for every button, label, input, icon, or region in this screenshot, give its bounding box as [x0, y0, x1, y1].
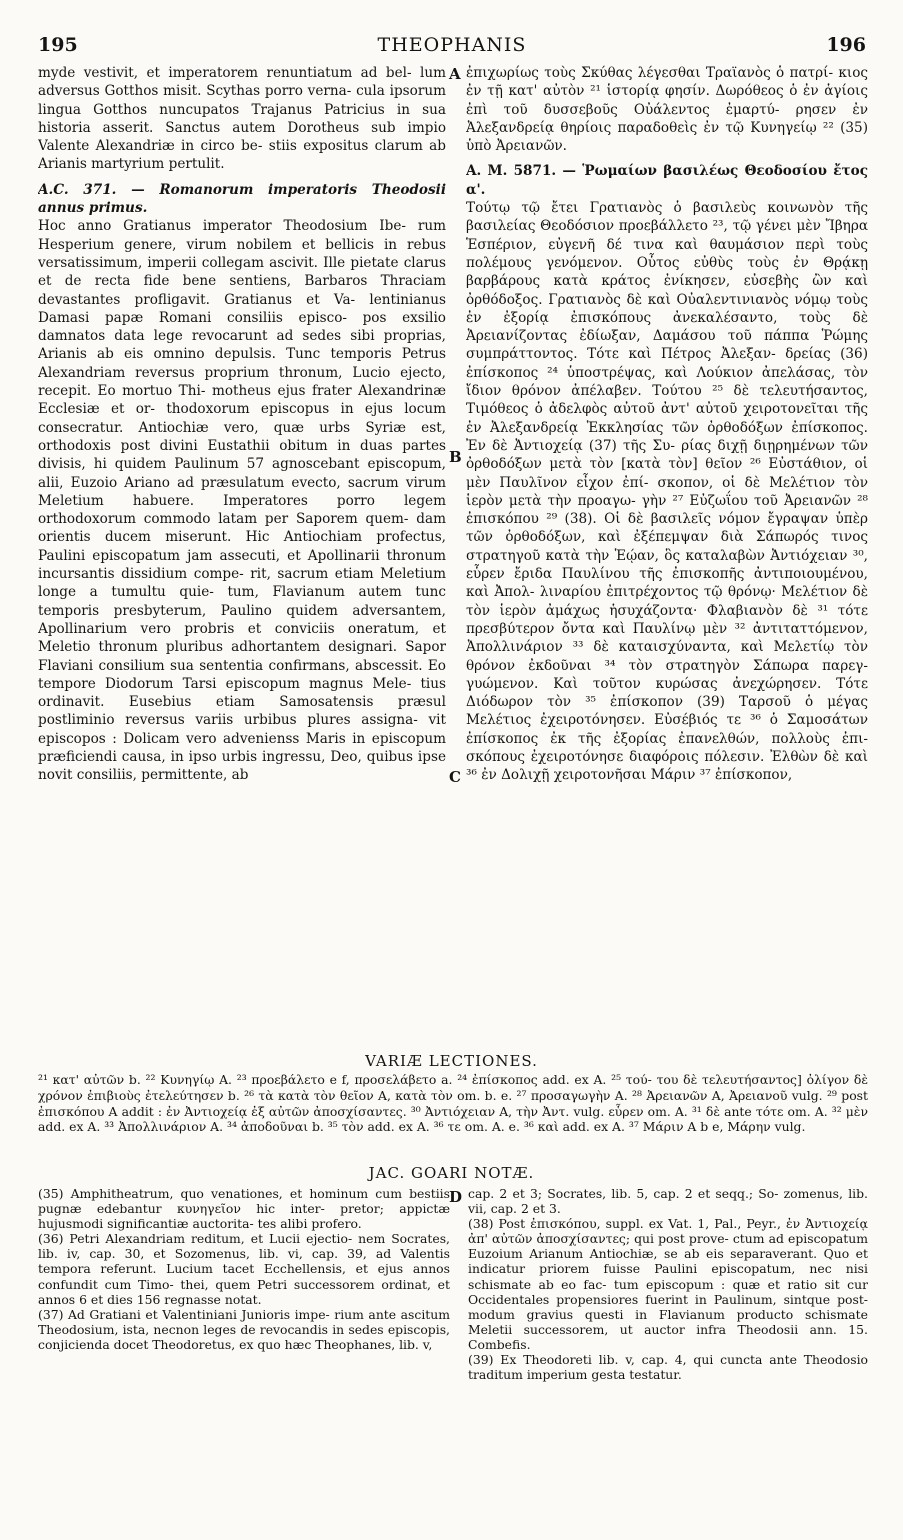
latin-column	[38, 64, 446, 785]
notes-right-column	[468, 1186, 868, 1382]
variant-readings-text: ²¹ κατ' αὐτῶν b. ²² Κυνηγίῳ A. ²³ προεβάλετο e f, προσελάβετο a. ²⁴ ἐπίσκοπος add. ex A. ²⁵ τού- του δὲ τελευτήσαντος] ὀλίγον δὲ χρόνον ἐπιβιοὺς ἐτελεύτησεν b. ²⁶ τὰ κατὰ τὸν θεῖον A, κατὰ τὸν om. b. e. ²⁷ προσαγωγὴν A. ²⁸ Ἀρειανῶν A, Ἀρειανοῦ vulg. ²⁹ post ἐπισκόπου A addit : ἐν Ἀντιοχείᾳ ἐξ αὐτῶν ἀποσχίσαντες. ³⁰ Ἀντιόχειαν A, τὴν Ἀντ. vulg. εὗρεν om. A. ³¹ δὲ ante τότε om. A. ³² μὲν add. ex A. ³³ Ἀπολλινάριον A. ³⁴ ἀποδοῦναι b. ³⁵ τὸν add. ex A. ³⁶ τε om. A. e. ³⁶ καὶ add. ex A. ³⁷ Μάριν A b e, Μάρην vulg.	[38, 1072, 868, 1135]
notae-heading: JAC. GOARI NOTÆ.	[368, 1164, 535, 1182]
greek-column	[466, 64, 868, 785]
greek-year-heading: Α. Μ. 5871. — Ῥωμαίων βασιλέως Θεοδοσίου ἔτος α'.	[466, 163, 868, 198]
page-header	[38, 34, 866, 58]
note-paragraph: (38) Post ἐπισκόπου, suppl. ex Vat. 1, Pal., Peyr., ἐν Ἀντιοχείᾳ ἀπ' αὐτῶν ἀποσχίσαντες; qui post prove- ctum ad episcopatum Euzoium Arianum Antiochiæ, se ab eis separaverant. Quo et indicatur priorem fuisse Paulini episcopatum, nec nisi schismate ab eo fac- tum episcopum : quæ et ratio sit cur Occidentales propensiores fuerint in Paulinum, sintque post- modum gravius questi in Flavianum producto schismate Meletii successorem, ut auctor infra Theodosii ann. 15. Combefis.	[468, 1216, 868, 1352]
latin-year-heading: A.C. 371. — Romanorum imperatoris Theodosii annus primus.	[38, 181, 446, 217]
margin-letter-b: B	[449, 448, 462, 466]
note-paragraph: cap. 2 et 3; Socrates, lib. 5, cap. 2 et seqq.; So- zomenus, lib. vii, cap. 2 et 3.	[468, 1186, 868, 1217]
margin-letter-d: D	[449, 1188, 463, 1206]
note-paragraph: (37) Ad Gratiani et Valentiniani Junioris impe- rium ante ascitum Theodosium, ista, necnon leges de revocandis in sedes episcopis, conjicienda docet Theodoretus, ex quo hæc Theophanes, lib. v,	[38, 1306, 450, 1352]
latin-paragraph: myde vestivit, et imperatorem renuntiatum ad bel- lum adversus Gotthos misit. Scythas porro verna- cula ipsorum lingua Gotthos nuncupatos Trajanus Patricius in sua historia asserit. Sanctus autem Dorotheus sub impio Valente Alexandriæ in circo be- stiis expositus clarum ab Arianis martyrium pertulit.	[38, 65, 446, 173]
page-number-left: 195	[38, 34, 78, 56]
running-title: THEOPHANIS	[377, 34, 527, 56]
note-paragraph: (35) Amphitheatrum, quo venationes, et hominum cum bestiis pugnæ edebantur κυνηγεῖον hic inter- pretor; appictæ hujusmodi significantiæ auctorita- tes alibi profero.	[38, 1186, 450, 1232]
variae-lectiones	[38, 1072, 868, 1135]
margin-letter-c: C	[449, 768, 461, 786]
variae-lectiones-heading: VARIÆ LECTIONES.	[365, 1052, 538, 1070]
greek-paragraph: ἐπιχωρίως τοὺς Σκύθας λέγεσθαι Τραϊανὸς ὁ πατρί- κιος ἐν τῇ κατ' αὐτὸν ²¹ ἱστορίᾳ φησίν. Δωρόθεος ὁ ἐν ἁγίοις ἐπὶ τοῦ δυσσεβοῦς Οὐάλεντος ἐμαρτύ- ρησεν ἐν Ἀλεξανδρείᾳ θηρίοις παραδοθεὶς ἐν τῷ Κυνηγείῳ ²² (35) ὑπὸ Ἀρειανῶν.	[466, 65, 868, 155]
margin-letter-a: A	[449, 65, 461, 83]
greek-paragraph: Τούτῳ τῷ ἔτει Γρατιανὸς ὁ βασιλεὺς κοινωνὸν τῆς βασιλείας Θεοδόσιον προεβάλλετο ²³, τῷ γένει μὲν Ἴβηρα Ἑσπέριον, εὐγενῆ δέ τινα καὶ θαυμάσιον περὶ τοὺς πολέμους γενόμενον. Οὗτος εὐθὺς τοὺς ἐν Θρᾴκῃ βαρβάρους κατὰ κράτος ἐνίκησεν, εὐσεβὴς ὢν καὶ ὀρθόδοξος. Γρατιανὸς δὲ καὶ Οὐαλεντινιανὸς νόμῳ τοὺς ἐν ἐξορίᾳ ἐπισκόπους ἀνεκαλέσαντο, τοὺς δὲ Ἀρειανίζοντας ἐδίωξαν, Δαμάσου τοῦ πάππα Ῥώμης συμπράττοντος. Τότε καὶ Πέτρος Ἀλεξαν- δρείας (36) ἐπίσκοπος ²⁴ ὑποστρέψας, καὶ Λούκιον ἀπελάσας, τὸν ἴδιον θρόνον ἀπέλαβεν. Τούτου ²⁵ δὲ τελευτήσαντος, Τιμόθεος ὁ ἀδελφὸς αὐτοῦ ἀντ' αὐτοῦ χειροτονεῖται τῆς ἐν Ἀλεξανδρείᾳ Ἐκκλησίας τῶν ὀρθοδόξων ἐπίσκοπος. Ἐν δὲ Ἀντιοχείᾳ (37) τῆς Συ- ρίας διχῇ διῃρημένων τῶν ὀρθοδόξων μετὰ τὸν [κατὰ τὸν] θεῖον ²⁶ Εὐστάθιον, οἱ μὲν Παυλῖνον εἶχον ἐπί- σκοπον, οἱ δὲ Μελέτιον τὸν ἱερὸν μετὰ τὴν προαγω- γὴν ²⁷ Εὐζωΐου τοῦ Ἀρειανῶν ²⁸ ἐπισκόπου ²⁹ (38). Οἱ δὲ βασιλεῖς νόμον ἔγραψαν ὑπὲρ τῶν ὀρθοδόξων, καὶ ἐξέπεμψαν διὰ Σάπωρός τινος στρατηγοῦ κατὰ τὴν Ἑῴαν, ὃς καταλαβὼν Ἀντιόχειαν ³⁰, εὗρεν ἔριδα Παυλίνου τῆς ἐπισκοπῆς ἀντιποιουμένου, καὶ Ἀπολ- λιναρίου ἐπιτρέχοντος τῷ θρόνῳ· Μελέτιον δὲ τὸν ἱερὸν ἀμάχως ἡσυχάζοντα· Φλαβιανὸν δὲ ³¹ τότε πρεσβύτερον ὄντα καὶ Παυλίνῳ μὲν ³² ἀντιταττόμενον, Ἀπολλινάριον ³³ δὲ καταισχύναντα, καὶ Μελετίῳ τὸν θρόνον ἐκδοῦναι ³⁴ τὸν στρατηγὸν Σάπωρα παρεγ- γυώμενον. Καὶ τοῦτον κυρώσας ἀνεχώρησεν. Τότε Διόδωρον τὸν ³⁵ ἐπίσκοπον (39) Ταρσοῦ ὁ μέγας Μελέτιος ἐχειροτόνησεν. Εὐσέβιός τε ³⁶ ὁ Σαμοσάτων ἐπίσκοπος ἐκ τῆς ἐξορίας ἐπανελθών, πολλοὺς ἐπι- σκόπους ἐχειροτόνησε διαφόροις πόλεσιν. Ἐλθὼν δὲ καὶ ³⁶ ἐν Δολιχῇ χειροτονῆσαι Μάριν ³⁷ ἐπίσκοπον,	[466, 200, 868, 784]
note-paragraph: (36) Petri Alexandriam reditum, et Lucii ejectio- nem Socrates, lib. iv, cap. 30, et Sozomenus, lib. vi, cap. 39, ad Valentis tempora referunt. Lucium tacet Ecchellensis, et ejus annos confundit cum Timo- thei, quem Petri successorem ordinat, et annos 6 et dies 156 regnasse notat.	[38, 1231, 450, 1307]
page-number-right: 196	[826, 34, 866, 56]
note-paragraph: (39) Ex Theodoreti lib. v, cap. 4, qui cuncta ante Theodosio traditum imperium gesta testatur.	[468, 1352, 868, 1383]
latin-paragraph: Hoc anno Gratianus imperator Theodosium Ibe- rum Hesperium genere, virum nobilem et bellicis in rebus versatissimum, imperii collegam ascivit. Ille pietate clarus et de recta fide bene sentiens, Barbaros Thraciam devastantes profligavit. Gratianus et Va- lentinianus Damasi papæ Romani consiliis episco- pos exsilio damnatos data lege revocarunt ad sedes sibi proprias, Arianis ab eis omnino depulsis. Tunc temporis Petrus Alexandriam reversus proprium thronum, Lucio ejecto, recepit. Eo mortuo Thi- motheus ejus frater Alexandrinæ Ecclesiæ et or- thodoxorum episcopus in ejus locum consecratur. Antiochiæ vero, quæ urbs Syriæ est, orthodoxis post divini Eustathii obitum in duas partes divisis, hi quidem Paulinum 57 agnoscebant episcopum, alii, Euzoio Ariano ad præsulatum evecto, sacrum virum Meletium habuere. Imperatores porro legem orthodoxorum commodo latam per Saporem quem- dam orientis ducem miserunt. Hic Antiochiam profectus, Paulini episcopatum jam assecuti, et Apollinarii thronum incursantis dissidium compe- rit, sacrum etiam Meletium longe a tumultu quie- tum, Flavianum autem tunc temporis presbyterum, Paulino quidem adversantem, Apollinarium vero probris et conviciis oneratum, et Meletio thronum pluribus adhortantem designari. Sapor Flaviani consilium sua sententia confirmans, abscessit. Eo tempore Diodorum Tarsi episcopum magnus Mele- tius ordinavit. Eusebius etiam Samosatensis præsul postliminio reversus variis urbibus plures assigna- vit episcopos : Dolicam vero advenienss Maris in episcopum præficiendi causa, in ipso urbis ingressu, Deo, quibus ipse novit consiliis, permittente, ab	[38, 218, 446, 784]
notes-left-column	[38, 1186, 450, 1352]
